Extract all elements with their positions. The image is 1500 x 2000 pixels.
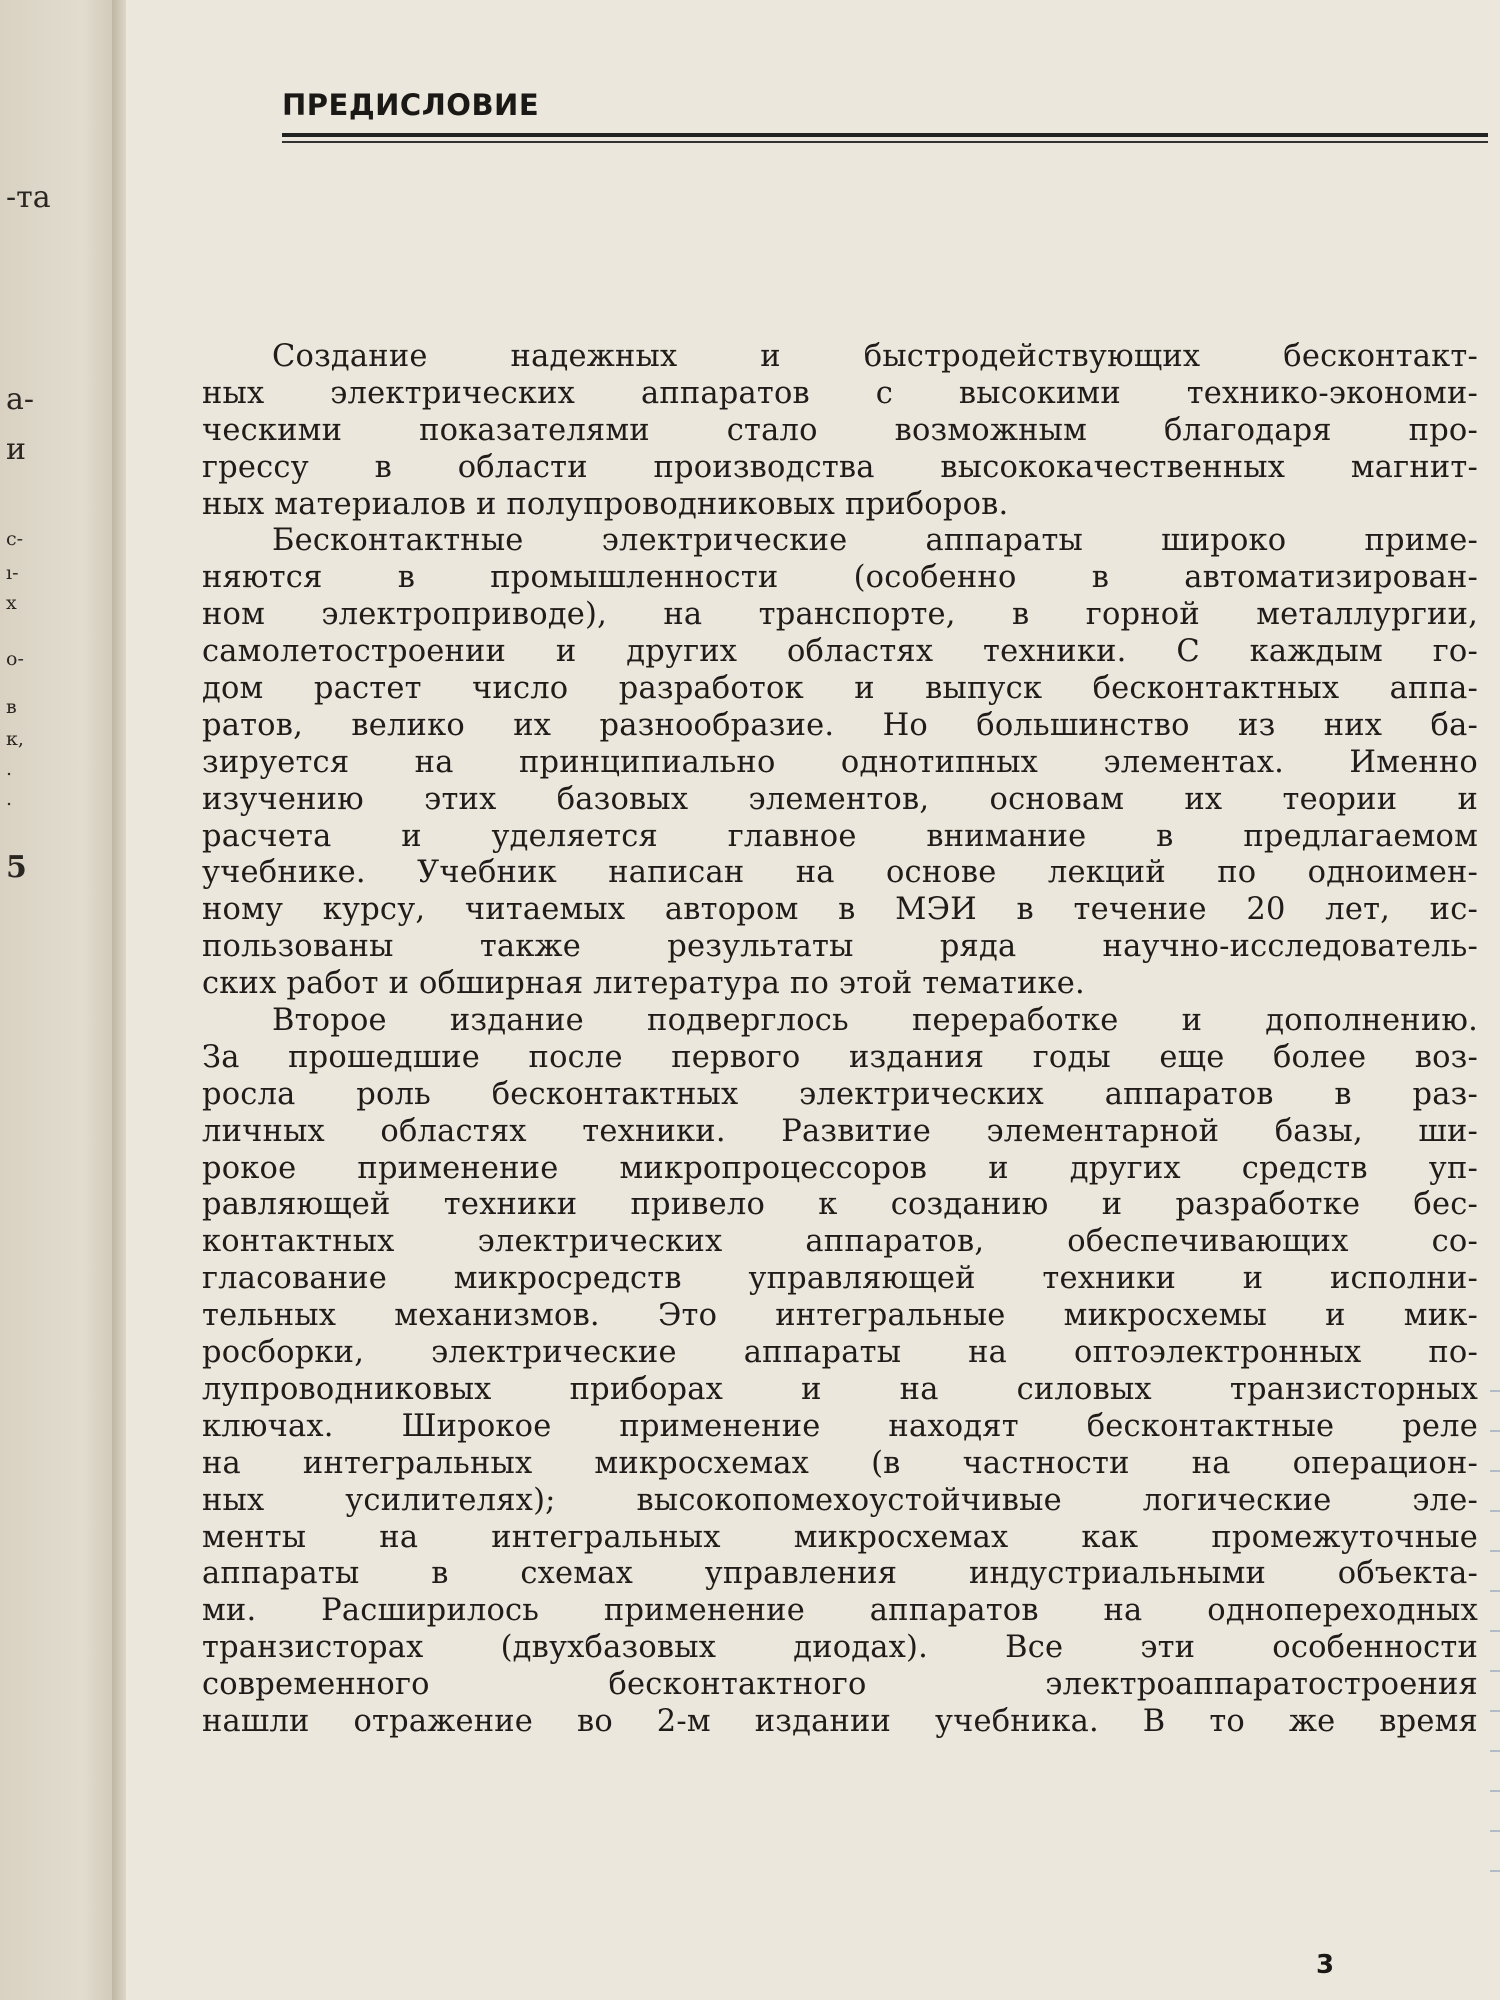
text-line: равляющей техники привело к созданию и разработке бес- xyxy=(202,1187,1478,1223)
left-page-fragment: х xyxy=(6,592,17,614)
text-line: Бесконтактные электрические аппараты широко приме- xyxy=(272,523,1478,559)
text-line: транзисторах (двухбазовых диодах). Все эти особенности xyxy=(202,1630,1478,1666)
left-page-edge xyxy=(0,0,118,2000)
text-line: учебнике. Учебник написан на основе лекций по одноимен- xyxy=(202,855,1478,891)
text-line: личных областях техники. Развитие элементарной базы, ши- xyxy=(202,1113,1478,1149)
text-line: расчета и уделяется главное внимание в предлагаемом xyxy=(202,818,1478,854)
left-page-fragment: с- xyxy=(6,528,24,550)
left-page-fragment: -та xyxy=(6,180,51,215)
left-page-fragment: о- xyxy=(6,648,24,670)
text-line: тельных механизмов. Это интегральные микросхемы и мик- xyxy=(202,1298,1478,1334)
text-line: нашли отражение во 2-м издании учебника. В то же время xyxy=(202,1703,1478,1739)
text-line: изучению этих базовых элементов, основам их теории и xyxy=(202,781,1478,817)
body-text xyxy=(202,339,1478,1741)
right-edge-marks xyxy=(1490,1390,1500,1890)
text-line: аппараты в схемах управления индустриальными объекта- xyxy=(202,1556,1478,1592)
text-line: контактных электрических аппаратов, обеспечивающих со- xyxy=(202,1224,1478,1260)
text-line: пользованы также результаты ряда научно-исследователь- xyxy=(202,929,1478,965)
title-rule-thick xyxy=(282,133,1488,137)
text-line: ному курсу, читаемых автором в МЭИ в течение 20 лет, ис- xyxy=(202,892,1478,928)
text-line: современного бесконтактного электроаппаратостроения xyxy=(202,1667,1478,1703)
text-line: росборки, электрические аппараты на оптоэлектронных по- xyxy=(202,1335,1478,1371)
text-line: ных усилителях); высокопомехоустойчивые логические эле- xyxy=(202,1482,1478,1518)
text-line: дом растет число разработок и выпуск бесконтактных аппа- xyxy=(202,671,1478,707)
text-line: ми. Расширилось применение аппаратов на однопереходных xyxy=(202,1593,1478,1629)
text-line: Второе издание подверглось переработке и дополнению. xyxy=(272,1003,1478,1039)
text-line: ных материалов и полупроводниковых приборов. xyxy=(202,486,1009,522)
book-gutter xyxy=(112,0,126,2000)
text-line: зируется на принципиально однотипных элементах. Именно xyxy=(202,744,1478,780)
text-line: росла роль бесконтактных электрических аппаратов в раз- xyxy=(202,1076,1478,1112)
text-line: ном электроприводе), на транспорте, в горной металлургии, xyxy=(202,597,1478,633)
left-page-fragment: 5 xyxy=(6,850,27,885)
text-line: лупроводниковых приборах и на силовых транзисторных xyxy=(202,1371,1478,1407)
text-line: на интегральных микросхемах (в частности на операцион- xyxy=(202,1445,1478,1481)
left-page-fragment: . xyxy=(6,788,13,810)
text-line: ческими показателями стало возможным благодаря про- xyxy=(202,412,1478,448)
book-page xyxy=(126,0,1500,2000)
left-page-fragment: к, xyxy=(6,728,24,750)
left-page-fragment: ı- xyxy=(6,562,19,584)
text-line: ключах. Широкое применение находят бесконтактные реле xyxy=(202,1408,1478,1444)
left-page-fragment: . xyxy=(6,758,13,780)
text-line: гласование микросредств управляющей техники и исполни- xyxy=(202,1261,1478,1297)
page-number: 3 xyxy=(1316,1950,1335,1980)
text-line: грессу в области производства высококачественных магнит- xyxy=(202,449,1478,485)
text-line: За прошедшие после первого издания годы еще более воз- xyxy=(202,1039,1478,1075)
page-title: ПРЕДИСЛОВИЕ xyxy=(282,88,540,122)
text-line: Создание надежных и быстродействующих бесконтакт- xyxy=(272,339,1478,374)
text-line: ских работ и обширная литература по этой тематике. xyxy=(202,966,1085,1002)
text-line: ных электрических аппаратов с высокими технико-экономи- xyxy=(202,375,1478,411)
text-line: рокое применение микропроцессоров и других средств уп- xyxy=(202,1150,1478,1186)
text-line: ратов, велико их разнообразие. Но большинство из них ба- xyxy=(202,707,1478,743)
left-page-fragment: в xyxy=(6,696,17,718)
left-page-fragment: и xyxy=(6,432,26,467)
text-line: самолетостроении и других областях техники. С каждым го- xyxy=(202,634,1478,670)
left-page-fragment: а- xyxy=(6,382,35,417)
title-rule-thin xyxy=(282,141,1488,143)
text-line: менты на интегральных микросхемах как промежуточные xyxy=(202,1519,1478,1555)
text-line: няются в промышленности (особенно в автоматизирован- xyxy=(202,560,1478,596)
